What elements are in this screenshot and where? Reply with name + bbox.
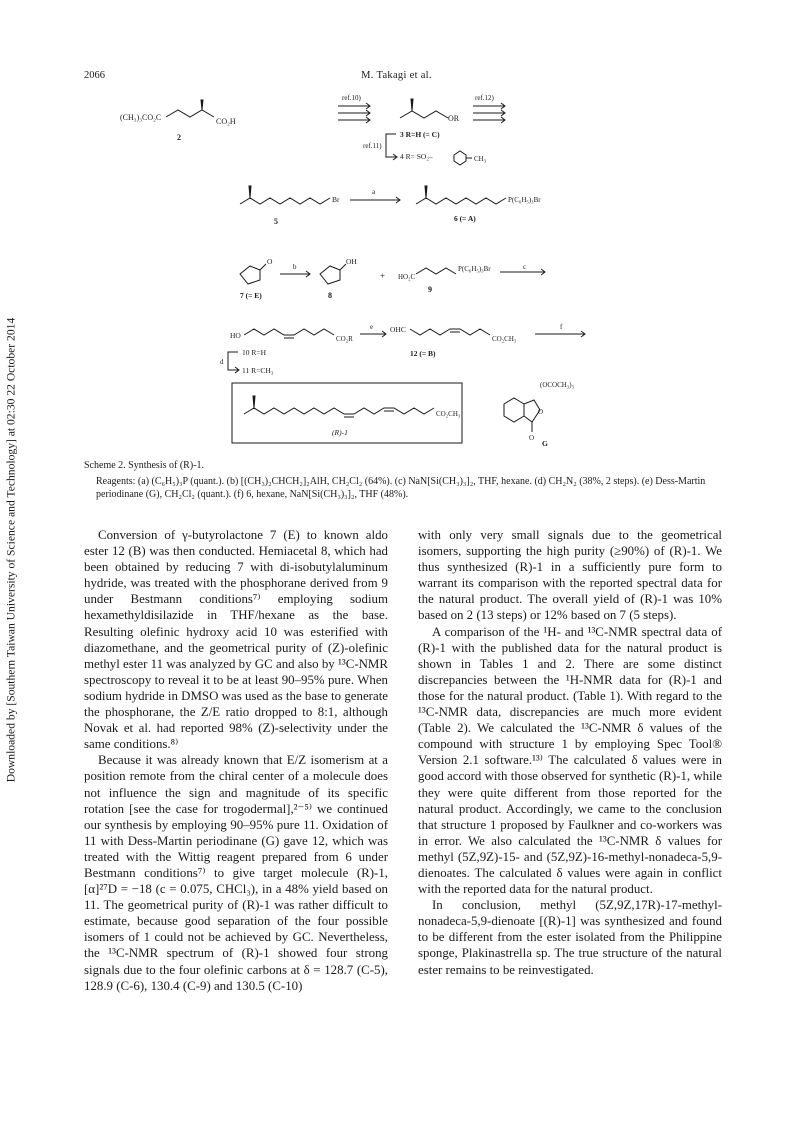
lactone7-o: O xyxy=(267,257,273,266)
target-co2ch3: CO₂CH₃ xyxy=(436,410,461,418)
step-a: a xyxy=(372,188,376,196)
line10: 10 R=H xyxy=(242,348,267,357)
left-column xyxy=(84,527,388,994)
dmp-label: G xyxy=(542,439,548,446)
bromide5-chain xyxy=(240,198,330,204)
synthesis-scheme xyxy=(80,86,720,446)
hemiacetal8-ring xyxy=(320,266,340,284)
row4-co2ch3: CO₂CH₃ xyxy=(492,335,517,343)
dmp-benzene xyxy=(504,398,524,422)
left-paragraph-2: Because it was already known that E/Z isomerism at a position remote from the chiral center of a molecule does not influence the sign and magnitude of its specific rotation [see the case for trogodermal],²⁻⁵⁾ we continued our synthesis by employing 90–95% pure 11. Oxidation of 11 with Dess-Martin periodinane (G) gave 12, which was treated with the Wittig reagent prepared from 6 under Bestmann conditions⁷⁾ to give target molecule (R)-1, [α]²⁷D = −18 (c = 0.075, CHCl₃), in a 48% yield based on 11. The geometrical purity of (R)-1 was rather difficult to estimate, because good separation of the four possible isomers of 1 could not be achieved by GC. Nevertheless, the ¹³C-NMR spectrum of (R)-1 showed four strong signals due to the four olefinic carbons at δ = 128.7 (C-5), 128.9 (C-6), 130.4 (C-9) and 130.5 (C-10) xyxy=(84,753,388,993)
left-paragraph-1: Conversion of γ-butyrolactone 7 (E) to known aldo ester 12 (B) was then conducted. Hemiacetal 8, which had been obtained by reducing 7 with di-isobutylaluminum hydride, was treated with the phosphorane derived from 9 under Bestmann conditions⁷⁾ employing sodium hexamethyldisilazide in THF/hexane as the base. Resulting olefinic hydroxy acid 10 was esterified with diazomethane, and the geometrical purity of (Z)-olefinic methyl ester 11 was analyzed by GC and also by ¹³C-NMR spectroscopy to reveal it to be at least 90–95% pure. When sodium hydride in DMSO was used as the base to generate the phosphorane, the Z/E ratio dropped to 8:1, although Novak et al. had reported 98% (Z)-selectivity under the same conditions.⁸⁾ xyxy=(84,528,388,752)
line3: 3 R=H (= C) xyxy=(400,130,440,139)
ref10-label: ref.10) xyxy=(342,94,361,102)
phosphonium6: P(C₆H₅)₃Br xyxy=(508,196,541,204)
compound2-label: 2 xyxy=(177,133,181,142)
label8: 8 xyxy=(328,291,332,300)
line11: 11 R=CH₃ xyxy=(242,366,274,375)
hemiacetal8-oh: OH xyxy=(346,257,357,266)
download-sidebar xyxy=(3,290,19,810)
triple-arrow-2 xyxy=(473,103,505,123)
tosyl-ring xyxy=(454,151,472,165)
label5: 5 xyxy=(274,217,278,226)
download-note: Downloaded by [Southern Taiwan University of Science and Technology] at 02:30 22 October 2014 xyxy=(4,317,18,783)
dmp-carbonyl-o: O xyxy=(529,434,535,442)
acid9-chain xyxy=(416,268,456,274)
acid9-ho2c: HO₂C xyxy=(398,273,416,281)
row4-ho: HO xyxy=(230,331,241,340)
target-chain xyxy=(244,408,434,414)
row4-co2r: CO₂R xyxy=(336,335,353,343)
label6: 6 (= A) xyxy=(454,214,476,223)
page-number: 2066 xyxy=(84,70,105,81)
label12: 12 (= B) xyxy=(410,349,436,358)
step-d: d xyxy=(220,358,224,366)
right-column xyxy=(418,527,722,978)
or-group: OR xyxy=(448,114,460,123)
label7: 7 (= E) xyxy=(240,291,262,300)
phosphonium6-chain xyxy=(416,198,506,204)
line4: 4 R= SO₂– xyxy=(400,152,433,161)
dmp-o: O xyxy=(538,408,544,416)
label9: 9 xyxy=(428,285,432,294)
phosphonium9: P(C₆H₅)₃Br xyxy=(458,265,491,273)
caption-reagents: Reagents: (a) (C₆H₅)₃P (quant.). (b) [(CH₃)₂CHCH₂]₂AlH, CH₂Cl₂ (64%). (c) NaN[Si(CH₃)₃]₂, THF, hexane. (d) CH₂N₂ (38%, 2 steps). (e) Dess-Martin periodinane (G), CH₂Cl₂ (quant.). (f) 6, hexane, NaN[Si(CH₃)₃]₂, THF (48%). xyxy=(96,475,706,500)
right-paragraph-2: A comparison of the ¹H- and ¹³C-NMR spectral data of (R)-1 with the published data for the natural product is shown in Tables 1 and 2. There are some distinct discrepancies between the ¹H-NMR data for (R)-1 and those for the natural product. (Table 1). With regard to the ¹³C-NMR data, discrepancies are much more evident (Table 2). We calculated the ¹³C-NMR δ values of the compound with structure 1 by employing Spec Tool® Version 2.1 software.¹³⁾ The calculated δ values were in good accord with those observed for synthetic (R)-1, while they were quite different from those reported for the natural product. Accordingly, we came to the conclusion that structure 1 proposed by Faulkner and co-workers was in error. We also calculated the ¹³C-NMR δ values for methyl (5Z,9Z)-15- and (5Z,9Z)-16-methyl-nonadeca-5,9-dienoates. The calculated δ values were again in conflict with the reported data for the natural product. xyxy=(418,624,722,897)
hydroxy-ester-chain xyxy=(244,329,334,335)
lactone7-ring xyxy=(240,266,260,284)
right-paragraph-1: with only very small signals due to the geometrical isomers, supporting the high purity (≥90%) of (R)-1. We thus synthesized (R)-1 in a sufficiently pure form to warrant its comparison with the reported spectral data for the natural product. The overall yield of (R)-1 was 10% based on 2 (13 steps) or 12% based on 7 (5 steps). xyxy=(418,528,722,623)
step-d-bracket xyxy=(228,352,238,370)
target-label: (R)-1 xyxy=(332,428,348,437)
plus-sign: + xyxy=(380,271,386,281)
compound2-skeleton xyxy=(166,110,214,117)
ref11-bracket xyxy=(386,134,396,157)
step-e: e xyxy=(370,323,374,331)
step-b: b xyxy=(293,263,297,271)
compound3-wedge xyxy=(411,99,413,111)
ref12-label: ref.12) xyxy=(475,94,494,102)
tosyl-ch3: CH₃ xyxy=(474,155,487,163)
right-paragraph-3: In conclusion, methyl (5Z,9Z,17R)-17-methyl-nonadeca-5,9-dienoate [(R)-1] was synthesized and found to be different from the ester isolated from the Philippine sponge, Plakinastrella sp. The true structure of the natural ester remains to be reinvestigated. xyxy=(418,898,722,977)
triple-arrow-1 xyxy=(338,103,370,123)
ref11-label: ref.11) xyxy=(363,142,382,150)
compound3-skeleton xyxy=(400,111,448,118)
scheme-caption xyxy=(84,459,734,502)
bromide5-br: Br xyxy=(332,195,340,204)
caption-title: Scheme 2. Synthesis of (R)-1. xyxy=(84,460,204,471)
compound2-wedge xyxy=(201,100,203,110)
compound2-acid: CO₂H xyxy=(216,117,236,126)
step-f: f xyxy=(560,323,563,331)
running-head: M. Takagi et al. xyxy=(361,70,432,81)
dmp-group: (OCOCH₃)₃ xyxy=(540,381,575,389)
step-c: c xyxy=(523,263,527,271)
compound2-formula: (CH₃)₃CO₂C xyxy=(120,113,162,122)
row4-ohc: OHC xyxy=(390,325,406,334)
